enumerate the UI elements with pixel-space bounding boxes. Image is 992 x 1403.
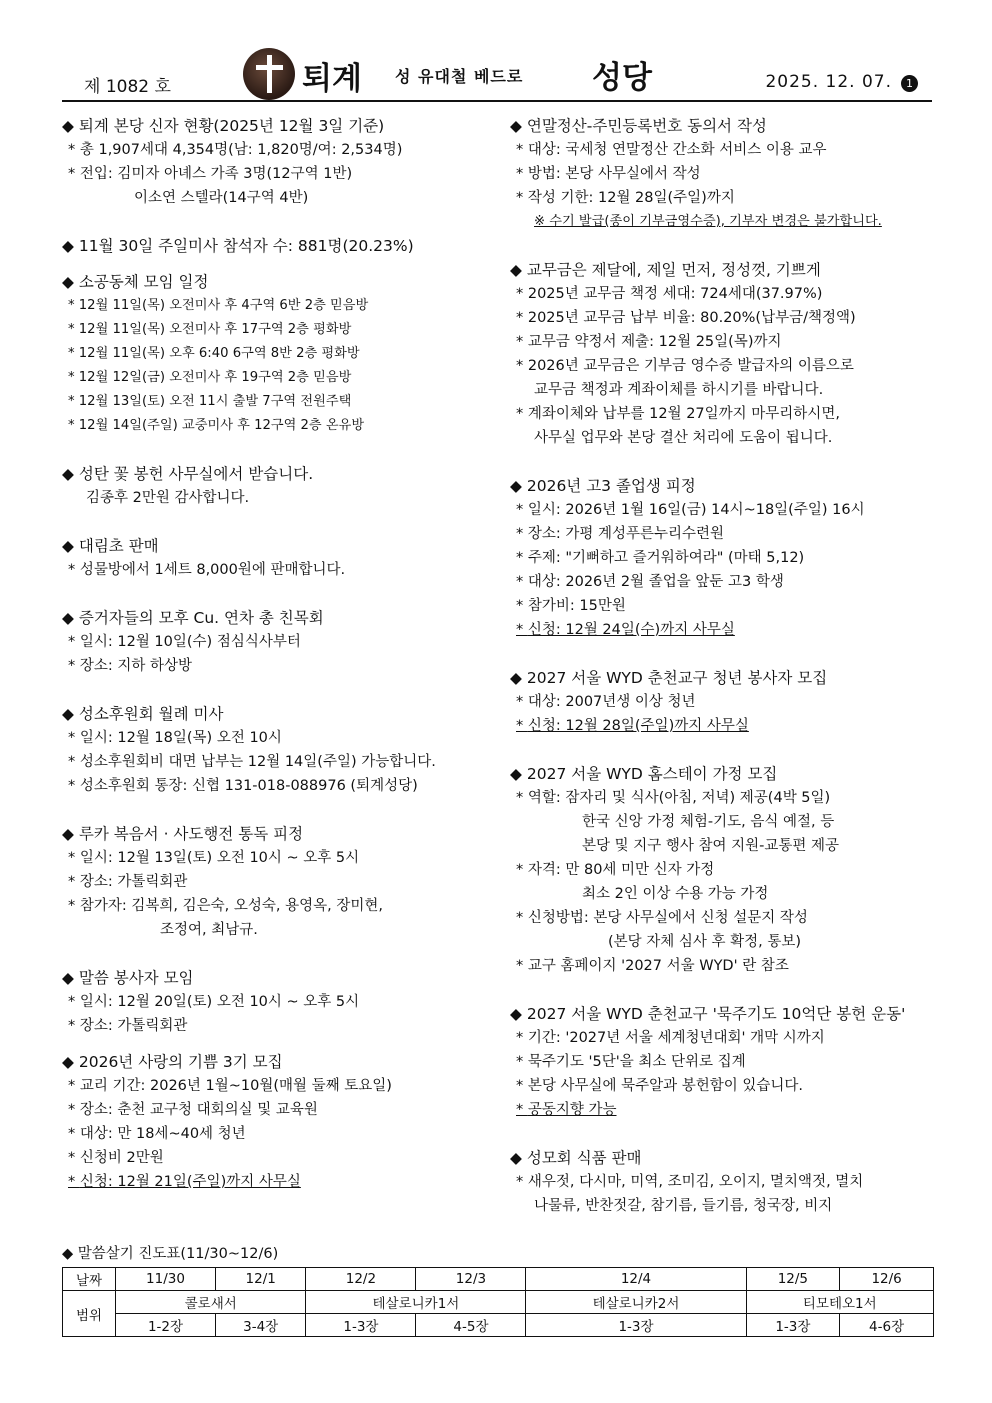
- section-title: ◆ 루카 복음서 · 사도행전 통독 피정: [62, 822, 498, 846]
- notice-line: * 새우젓, 다시마, 미역, 조미김, 오이지, 멸치액젓, 멸치: [516, 1170, 940, 1194]
- chapter-cell: 1-2장: [116, 1314, 216, 1337]
- section-title: ◆ 2027 서울 WYD 춘천교구 청년 봉사자 모집: [510, 666, 940, 690]
- date-cell: 12/1: [215, 1268, 305, 1291]
- section-title: ◆ 성탄 꽃 봉헌 사무실에서 받습니다.: [62, 462, 498, 486]
- notice-line: * 총 1,907세대 4,354명(남: 1,820명/여: 2,534명): [68, 138, 498, 162]
- book-cell: 티모테오1서: [746, 1291, 933, 1314]
- notice-line: * 대상: 2026년 2월 졸업을 앞둔 고3 학생: [516, 570, 940, 594]
- date-header: 날짜: [63, 1268, 116, 1291]
- title-sub: 성 유대철 베드로: [395, 67, 524, 86]
- title-main: 퇴계: [302, 61, 362, 97]
- notice-line: 사무실 업무와 본당 결산 처리에 도움이 됩니다.: [534, 430, 833, 446]
- section-title: ◆ 퇴계 본당 신자 현황(2025년 12월 3일 기준): [62, 114, 498, 138]
- notice-line: * 2025년 교무금 납부 비율: 80.20%(납부금/책정액): [516, 306, 940, 330]
- table-row: [63, 1268, 934, 1291]
- notice-line: * 12월 11일(목) 오후 6:40 6구역 8반 2층 평화방: [68, 342, 498, 366]
- issue-number: 제 1082 호: [84, 77, 171, 97]
- notice-line: * 신청: 12월 24일(수)까지 사무실: [516, 618, 940, 642]
- notice-section: [62, 534, 498, 582]
- date-cell: 12/2: [306, 1268, 416, 1291]
- section-title: ◆ 말씀 봉사자 모임: [62, 966, 498, 990]
- book-cell: 콜로새서: [116, 1291, 306, 1314]
- book-cell: 테살로니카1서: [306, 1291, 526, 1314]
- notice-line: * 전입: 김미자 아녜스 가족 3명(12구역 1반): [68, 162, 498, 186]
- section-title: ◆ 11월 30일 주일미사 참석자 수: 881명(20.23%): [62, 234, 498, 258]
- notice-line: * 일시: 12월 10일(수) 점심식사부터: [68, 630, 498, 654]
- date-cell: 12/5: [746, 1268, 840, 1291]
- notice-line: * 신청: 12월 28일(주일)까지 사무실: [516, 714, 940, 738]
- right-column: [510, 114, 940, 1218]
- section-title: ◆ 2026년 사랑의 기쁨 3기 모집: [62, 1050, 498, 1074]
- table-row: [63, 1291, 934, 1314]
- notice-line: * 공동지향 가능: [516, 1098, 940, 1122]
- chapter-cell: 4-6장: [840, 1314, 934, 1337]
- chapter-cell: 1-3장: [526, 1314, 746, 1337]
- date-cell: 12/6: [840, 1268, 934, 1291]
- notice-line: * 장소: 가평 계성푸른누리수련원: [516, 522, 940, 546]
- notice-line: 이소연 스텔라(14구역 4반): [134, 190, 309, 206]
- chapter-cell: 4-5장: [416, 1314, 526, 1337]
- notice-section: [510, 666, 940, 738]
- section-title: ◆ 성모회 식품 판매: [510, 1146, 940, 1170]
- left-column: [62, 114, 498, 1194]
- schedule-title: ◆ 말씀살기 진도표(11/30~12/6): [62, 1242, 934, 1263]
- notice-line: * 교구 홈페이지 '2027 서울 WYD' 란 참조: [516, 954, 940, 978]
- notice-line: 나물류, 반찬젓갈, 참기름, 들기름, 청국장, 비지: [534, 1198, 833, 1214]
- notice-line: * 주제: "기뻐하고 즐거워하여라" (마태 5,12): [516, 546, 940, 570]
- notice-section: [510, 1146, 940, 1218]
- notice-section: [510, 114, 940, 234]
- title-end: 성당: [592, 60, 652, 96]
- notice-section: [62, 966, 498, 1038]
- section-title: ◆ 2027 서울 WYD 홈스테이 가정 모집: [510, 762, 940, 786]
- notice-line: 교무금 책정과 계좌이체를 하시기를 바랍니다.: [534, 382, 824, 398]
- notice-line: * 신청: 12월 21일(주일)까지 사무실: [68, 1170, 498, 1194]
- notice-line: (본당 자체 심사 후 확정, 통보): [608, 934, 802, 950]
- range-header: 범위: [63, 1291, 116, 1337]
- cross-logo-icon: [243, 48, 295, 100]
- notice-line: * 일시: 12월 13일(토) 오전 10시 ~ 오후 5시: [68, 846, 498, 870]
- notice-section: [62, 1050, 498, 1194]
- notice-line: * 성소후원회 통장: 신협 131-018-088976 (퇴계성당): [68, 774, 498, 798]
- notice-line: 조정여, 최남규.: [160, 922, 258, 938]
- section-title: ◆ 교무금은 제달에, 제일 먼저, 정성껏, 기쁘게: [510, 258, 940, 282]
- notice-line: * 대상: 만 18세~40세 청년: [68, 1122, 498, 1146]
- notice-section: [510, 1002, 940, 1122]
- section-title: ◆ 연말정산-주민등록번호 동의서 작성: [510, 114, 940, 138]
- notice-line: * 성물방에서 1세트 8,000원에 판매합니다.: [68, 558, 498, 582]
- schedule-section: [62, 1242, 934, 1337]
- notice-section: [510, 762, 940, 978]
- section-title: ◆ 증거자들의 모후 Cu. 연차 총 친목회: [62, 606, 498, 630]
- notice-line: * 작성 기한: 12월 28일(주일)까지: [516, 186, 940, 210]
- notice-line: * 기간: '2027년 서울 세계청년대회' 개막 시까지: [516, 1026, 940, 1050]
- chapter-cell: 1-3장: [746, 1314, 840, 1337]
- notice-line: * 신청비 2만원: [68, 1146, 498, 1170]
- book-cell: 테살로니카2서: [526, 1291, 746, 1314]
- notice-section: [62, 462, 498, 510]
- section-title: ◆ 2026년 고3 졸업생 피정: [510, 474, 940, 498]
- notice-section: [62, 114, 498, 210]
- notice-line: * 교무금 약정서 제출: 12월 25일(목)까지: [516, 330, 940, 354]
- section-title: ◆ 소공동체 모임 일정: [62, 270, 498, 294]
- notice-line: * 장소: 가톨릭회관: [68, 870, 498, 894]
- notice-section: [62, 234, 498, 258]
- notice-line: 한국 신앙 가정 체험-기도, 음식 예절, 등: [582, 814, 835, 830]
- notice-line: * 12월 11일(목) 오전미사 후 4구역 6반 2층 믿음방: [68, 294, 498, 318]
- header-rule: [62, 100, 932, 102]
- notice-section: [510, 474, 940, 642]
- notice-line: * 참가비: 15만원: [516, 594, 940, 618]
- notice-line: * 장소: 춘천 교구청 대회의실 및 교육원: [68, 1098, 498, 1122]
- section-title: ◆ 성소후원회 월례 미사: [62, 702, 498, 726]
- notice-line: 최소 2인 이상 수용 가능 가정: [582, 886, 769, 902]
- notice-line: * 방법: 본당 사무실에서 작성: [516, 162, 940, 186]
- notice-line: * 장소: 가톨릭회관: [68, 1014, 498, 1038]
- date-cell: 11/30: [116, 1268, 216, 1291]
- page-badge: 1: [901, 75, 918, 92]
- notice-line: * 일시: 12월 20일(토) 오전 10시 ~ 오후 5시: [68, 990, 498, 1014]
- notice-line: * 교리 기간: 2026년 1월~10월(매월 둘째 토요일): [68, 1074, 498, 1098]
- notice-line: * 12월 11일(목) 오전미사 후 17구역 2층 평화방: [68, 318, 498, 342]
- notice-line: * 자격: 만 80세 미만 신자 가정: [516, 858, 940, 882]
- notice-line: * 일시: 2026년 1월 16일(금) 14시~18일(주일) 16시: [516, 498, 940, 522]
- notice-line: * 성소후원회비 대면 납부는 12월 14일(주일) 가능합니다.: [68, 750, 498, 774]
- notice-line: * 2025년 교무금 책정 세대: 724세대(37.97%): [516, 282, 940, 306]
- notice-line: * 12월 14일(주일) 교중미사 후 12구역 2층 온유방: [68, 414, 498, 438]
- notice-line: * 계좌이체와 납부를 12월 27일까지 마무리하시면,: [516, 402, 940, 426]
- notice-line: * 신청방법: 본당 사무실에서 신청 설문지 작성: [516, 906, 940, 930]
- notice-line: * 대상: 국세청 연말정산 간소화 서비스 이용 교우: [516, 138, 940, 162]
- notice-section: [62, 822, 498, 942]
- notice-line: * 대상: 2007년생 이상 청년: [516, 690, 940, 714]
- notice-line: * 참가자: 김복희, 김은숙, 오성숙, 용영옥, 장미현,: [68, 894, 498, 918]
- notice-line: * 2026년 교무금은 기부금 영수증 발급자의 이름으로: [516, 354, 940, 378]
- notice-line: ※ 수기 발급(종이 기부금영수증), 기부자 변경은 불가합니다.: [534, 214, 882, 229]
- section-title: ◆ 2027 서울 WYD 춘천교구 '묵주기도 10억단 봉헌 운동': [510, 1002, 940, 1026]
- issue-date: 2025. 12. 07.: [765, 72, 892, 92]
- newsletter-header: [62, 48, 932, 100]
- date-cell: 12/3: [416, 1268, 526, 1291]
- notice-line: 김종후 2만원 감사합니다.: [86, 490, 250, 506]
- chapter-cell: 1-3장: [306, 1314, 416, 1337]
- notice-section: [62, 702, 498, 798]
- notice-line: * 12월 12일(금) 오전미사 후 19구역 2층 믿음방: [68, 366, 498, 390]
- schedule-table: [62, 1267, 934, 1337]
- notice-line: * 역할: 잠자리 및 식사(아침, 저녁) 제공(4박 5일): [516, 786, 940, 810]
- table-row: [63, 1314, 934, 1337]
- notice-section: [62, 606, 498, 678]
- notice-line: * 일시: 12월 18일(목) 오전 10시: [68, 726, 498, 750]
- notice-line: * 본당 사무실에 묵주알과 봉헌함이 있습니다.: [516, 1074, 940, 1098]
- notice-line: * 12월 13일(토) 오전 11시 출발 7구역 전원주택: [68, 390, 498, 414]
- notice-line: * 장소: 지하 하상방: [68, 654, 498, 678]
- notice-section: [510, 258, 940, 450]
- notice-line: 본당 및 지구 행사 참여 지원-교통편 제공: [582, 838, 839, 854]
- section-title: ◆ 대림초 판매: [62, 534, 498, 558]
- date-cell: 12/4: [526, 1268, 746, 1291]
- chapter-cell: 3-4장: [215, 1314, 305, 1337]
- notice-line: * 묵주기도 '5단'을 최소 단위로 집계: [516, 1050, 940, 1074]
- notice-section: [62, 270, 498, 438]
